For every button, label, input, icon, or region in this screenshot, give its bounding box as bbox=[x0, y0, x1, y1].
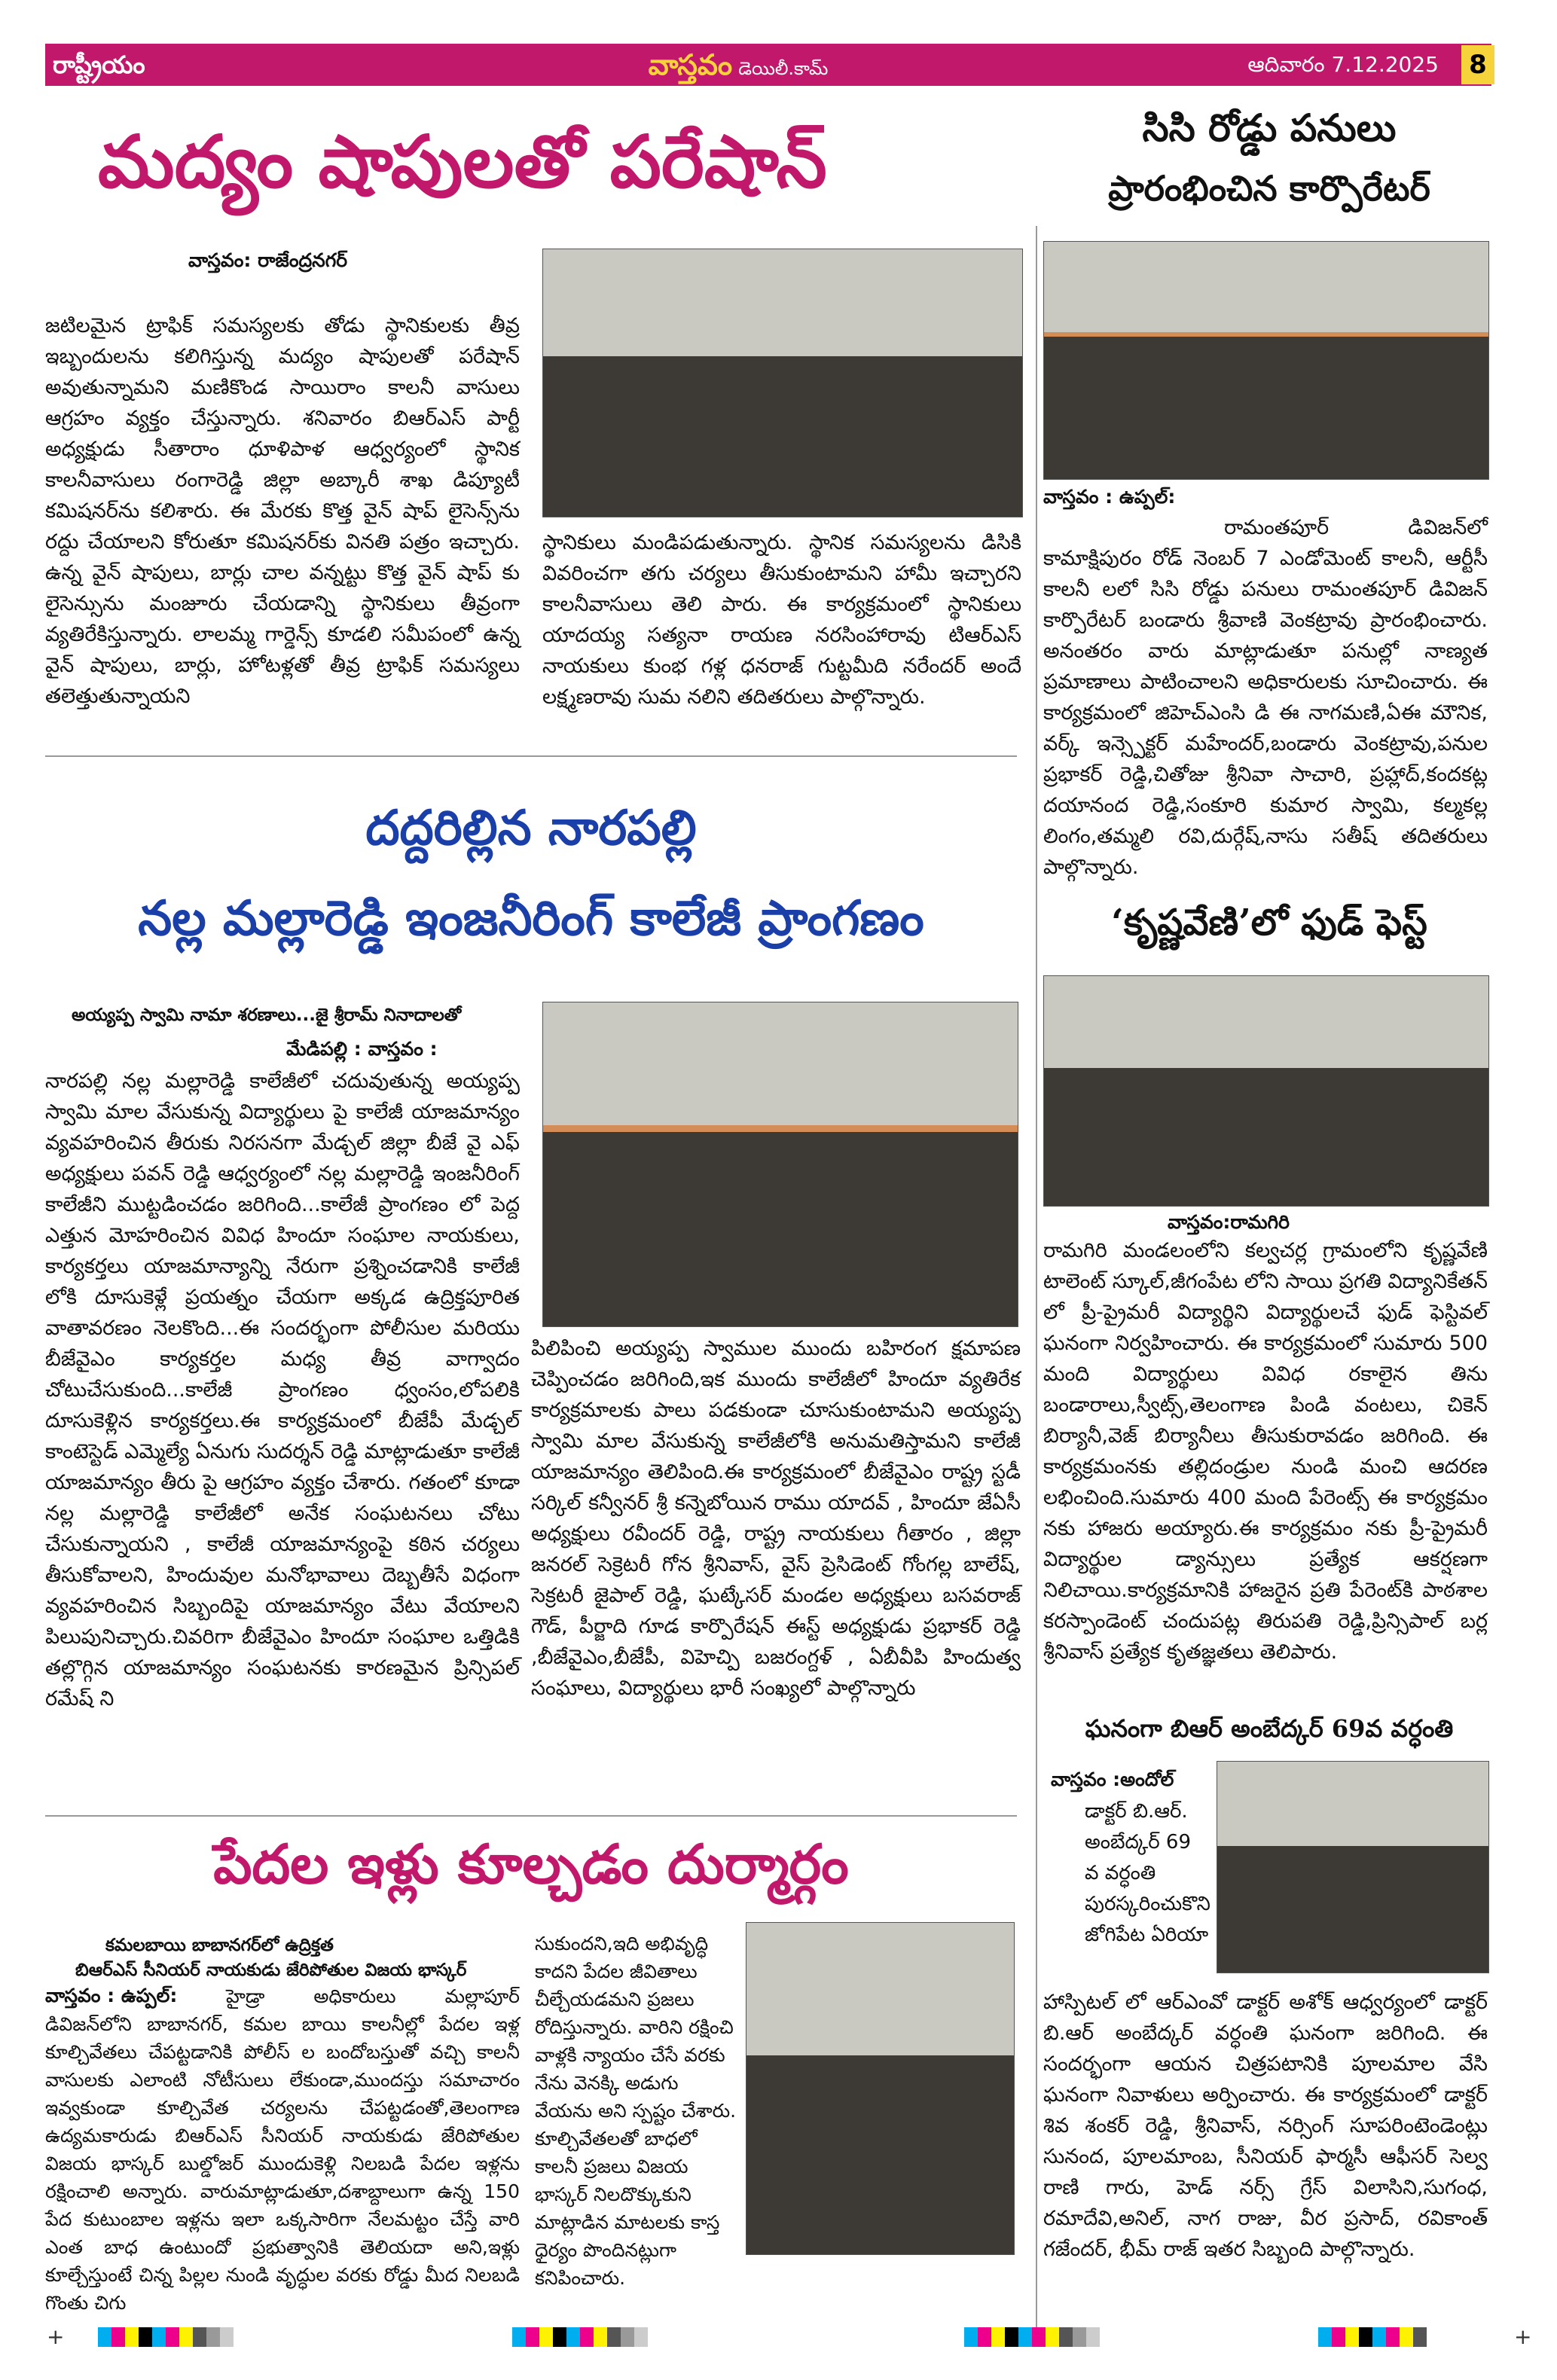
story3-col1: నారపల్లి నల్ల మల్లారెడ్డి కాలేజీలో చదువుతున్న అయ్యప్ప స్వామి మాల వేసుకున్న విద్యార్థులు పై కాలేజీ యాజమాన్యం వ్యవహరించిన తీరుకు నిరసనగా మేడ్చల్ జిల్లా బీజే వై ఎఫ్ అధ్యక్షులు పవన్ రెడ్డి ఆధ్వర్యంలో నల్ల మల్లారెడ్డి ఇంజనీరింగ్ కాలేజీని ముట్టడించడం జరిగింది...కాలేజీ ప్రాంగణం లో పెద్ద ఎత్తున మోహరించిన వివిధ హిందూ సంఘాల నాయకులు, కార్యకర్తలు యాజమాన్యాన్ని నేరుగా ప్రశ్నించడానికి కాలేజీ లోకి దూసుకెళ్లే ప్రయత్నం చేయగా అక్కడ ఉద్రిక్తపూరిత వాతావరణం నెలకొంది...ఈ సందర్భంగా పోలీసుల మరియు బీజేవైఎం కార్యకర్తల మధ్య తీవ్ర వాగ్వాదం చోటుచేసుకుంది...కాలేజీ ప్రాంగణం ధ్వంసం,లోపలికి దూసుకెళ్లిన కార్యకర్తలు.ఈ కార్యక్రమంలో బీజేపీ మేడ్చల్ కాంటెస్టెడ్ ఎమ్మెల్యే ఏనుగు సుదర్శన్ రెడ్డి మాట్లాడుతూ కాలేజీ యాజమాన్యం తీరు పై ఆగ్రహం వ్యక్తం చేశారు. గతంలో కూడా నల్ల మల్లారెడ్డి కాలేజీలో అనేక సంఘటనలు చోటు చేసుకున్నాయని , కాలేజీ యాజమాన్యంపై కఠిన చర్యలు తీసుకోవాలని, హిందువుల మనోభావాలు దెబ్బతీసే విధంగా వ్యవహరించిన సిబ్బందిపై యాజమాన్యం వేటు వేయాలని పిలుపునిచ్చారు.చివరిగా బీజేవైఎం హిందూ సంఘాల ఒత్తిడికి తల్లొగ్గిన యాజమాన్యం సంఘటనకు కారణమైన ప్రిన్సిపల్ రమేష్ ని bbox=[45, 1069, 520, 1710]
divider bbox=[45, 1815, 1017, 1817]
issue-date: ఆదివారం 7.12.2025 bbox=[1247, 52, 1439, 77]
story4-photo bbox=[1043, 975, 1489, 1207]
story3-byline: మేడిపల్లి : వాస్తవం : bbox=[286, 1038, 438, 1060]
story6-col2: సుకుందని,ఇది అభివృద్ధి కాదని పేదల జీవితాలు చీల్చేయడమని ప్రజలు రోదిస్తున్నారు. వారిని రక్షించి వాళ్లకి న్యాయం చేసే వరకు నేను వెనక్కి అడుగు వేయను అని స్పష్టం చేశారు. కూల్చివేతలతో బాధలో కాలనీ ప్రజలు విజయ భాస్కర్ నిలదొక్కుకుని మాట్లాడిన మాటలకు కాస్త ధైర్యం పొందినట్లుగా కనిపించారు. bbox=[535, 1933, 737, 2289]
story2-byline: వాస్తవం : ఉప్పల్: bbox=[1043, 486, 1176, 508]
story6-headline: పేదల ఇళ్లు కూల్చడం దుర్మార్గం bbox=[213, 1832, 849, 1896]
story5-headline: ఘనంగా బిఆర్ అంబేద్కర్ 69వ వర్ధంతి bbox=[1085, 1714, 1454, 1743]
story6-kicker-1: కమలబాయి బాబానగర్‌లో ఉద్రిక్తత bbox=[105, 1936, 334, 1955]
color-registration-bar bbox=[512, 2327, 648, 2347]
story2-body: రామంతపూర్ డివిజన్‌లో కామాక్షిపురం రోడ్ నెంబర్ 7 ఎండోమెంట్ కాలనీ, ఆర్టీసీ కాలనీ లలో సిసి రోడ్డు పనులు రామంతపూర్ డివిజన్ కార్పొరేటర్ బండారు శ్రీవాణి వెంకట్రావు ప్రారంభించారు. అనంతరం వారు మాట్లాడుతూ పనుల్లో నాణ్యత ప్రమాణాలు పాటించాలని అధికారులకు సూచించారు. ఈ కార్యక్రమంలో జిహెచ్ఎంసి డి ఈ నాగమణి,ఏఈ మౌనిక, వర్క్ ఇన్స్పెక్టర్ మహేందర్,బండారు వెంకట్రావు,పనుల ప్రభాకర్ రెడ్డి,చితోజు శ్రీనివా సాచారి, ప్రహ్లాద్,కందకట్ల దయానంద రెడ్డి,సంకూరి కుమార స్వామి, కల్మకల్ల లింగం,తమ్మలి రవి,దుర్గేష్,నాసు సతీష్ తదితరులు పాల్గొన్నారు. bbox=[1043, 516, 1488, 879]
color-registration-bar bbox=[964, 2327, 1100, 2347]
brand-sub: డెయిలీ.కామ్ bbox=[738, 58, 829, 79]
story3-headline-1: దద్దరిల్లిన నారపల్లి bbox=[365, 800, 697, 856]
story6-kicker-2: బిఆర్ఎస్ సీనియర్ నాయకుడు జేరిపోతుల విజయ భాస్కర్ bbox=[75, 1960, 467, 1980]
story1-photo bbox=[542, 249, 1023, 517]
story5-body: హాస్పిటల్ లో ఆర్ఎంవో డాక్టర్ అశోక్ ఆధ్వర్యంలో డాక్టర్ బి.ఆర్ అంబేద్కర్ వర్ధంతి ఘనంగా జరిగింది. ఈ సందర్భంగా ఆయన చిత్రపటానికి పూలమాల వేసి ఘనంగా నివాళులు అర్పించారు. ఈ కార్యక్రమంలో డాక్టర్ శివ శంకర్ రెడ్డి, శ్రీనివాస్, నర్సింగ్ సూపరింటెండెంట్లు సునంద, పూలమాంబ, సీనియర్ ఫార్మసీ ఆఫీసర్ సెల్వ రాణి గారు, హెడ్ నర్స్ గ్రేస్ విలాసిని,సుగంధ, రమాదేవి,అనిల్, నాగ రాజు, వీర ప్రసాద్, రవికాంత్ గజేందర్, భీమ్ రాజ్ ఇతర సిబ్బంది పాల్గొన్నారు. bbox=[1043, 1991, 1488, 2261]
story1-headline: మద్యం షాపులతో పరేషాన్ bbox=[98, 119, 827, 204]
brand-logo bbox=[580, 45, 896, 84]
story4-body: రామగిరి మండలంలోని కల్వచర్ల గ్రామంలోని కృష్ణవేణి టాలెంట్ స్కూల్,జీగంపేట లోని సాయి ప్రగతి విద్యానికేతన్ లో ప్రీ-ప్రైమరీ విద్యార్థిని విద్యార్థులచే ఫుడ్ ఫెస్టివల్ ఘనంగా నిర్వహించారు. ఈ కార్యక్రమంలో సుమారు 500 మంది విద్యార్థులు వివిధ రకాలైన తిను బండారాలు,స్వీట్స్,తెలంగాణ పిండి వంటలు, చికెన్ బిర్యానీ,వెజ్ బిర్యానీలు తీసుకురావడం జరిగింది. ఈ కార్యక్రమంనకు తల్లిదండ్రుల నుండి మంచి ఆదరణ లభించింది.సుమారు 400 మంది పేరెంట్స్ ఈ కార్యక్రమం నకు హాజరు అయ్యారు.ఈ కార్యక్రమం నకు ప్రీ-ప్రైమరీ విద్యార్థుల డ్యాన్సులు ప్రత్యేక ఆకర్షణగా నిలిచాయి.కార్యక్రమానికి హాజరైన ప్రతి పేరెంట్‌కి పాఠశాల కరస్పాండెంట్ చందుపట్ల తిరుపతి రెడ్డి,ప్రిన్సిపాల్ బర్ల శ్రీనివాస్ ప్రత్యేక కృతజ్ఞతలు తెలిపారు. bbox=[1043, 1239, 1488, 1664]
story6-col1: హైడ్రా అధికారులు మల్లాపూర్ డివిజన్‌లోని బాబానగర్, కమల బాయి కాలనీల్లో పేదల ఇళ్ల కూల్చివేతలు చేపట్టడానికి పోలీస్ ల బందోబస్తుతో వచ్చి కాలనీ వాసులకు ఎలాంటి నోటీసులు లేకుండా,ముందస్తు సమాచారం ఇవ్వకుండా కూల్చివేత చర్యలను చేపట్టడంతో,తెలంగాణ ఉద్యమకారుడు బిఆర్ఎస్ సీనియర్ నాయకుడు జేరిపోతుల విజయ భాస్కర్ బుల్డోజర్ ముందుకెళ్లి నిలబడి పేదల ఇళ్లను రక్షించాలి అన్నారు. వారుమాట్లాడుతూ,దశాబ్దాలుగా ఉన్న 150 పేద కుటుంబాల ఇళ్లను ఇలా ఒక్కసారిగా నేలమట్టం చేస్తే వారి ఎంత బాధ ఉంటుందో ప్రభుత్వానికి తెలియదా అని,ఇళ్లు కూల్చేస్తుంటే చిన్న పిల్లల నుండి వృద్ధుల వరకు రోడ్డు మీద నిలబడి గొంతు చిగు bbox=[45, 1985, 520, 2314]
story3-headline-2: నల్ల మల్లారెడ్డి ఇంజనీరింగ్ కాలేజీ ప్రాంగణం bbox=[138, 890, 924, 947]
story1-col1: జటిలమైన ట్రాఫిక్ సమస్యలకు తోడు స్థానికులకు తీవ్ర ఇబ్బందులను కలిగిస్తున్న మద్యం షాపులతో పరేషాన్ అవుతున్నామని మణికొండ సాయిరాం కాలనీ వాసులు ఆగ్రహం వ్యక్తం చేస్తున్నారు. శనివారం బిఆర్ఎస్ పార్టీ అధ్యక్షుడు సీతారాం ధూళిపాళ ఆధ్వర్యంలో స్థానిక కాలనీవాసులు రంగారెడ్డి జిల్లా అబ్కారీ శాఖ డిప్యూటీ కమిషనర్‌ను కలిశారు. ఈ మేరకు కొత్త వైన్ షాప్ లైసెన్స్‌ను రద్దు చేయాలని కోరుతూ కమిషనర్‌కు వినతి పత్రం ఇచ్చారు. ఉన్న వైన్ షాపులు, బార్లు చాల వన్నట్టు కొత్త వైన్ షాప్ కు లైసెన్సును మంజూరు చేయడాన్ని స్థానికులు తీవ్రంగా వ్యతిరేకిస్తున్నారు. లాలమ్మ గార్డెన్స్ కూడలి సమీపంలో ఉన్న వైన్ షాపులు, బార్లు, హోటళ్లతో తీవ్ర ట్రాఫిక్ సమస్యలు తలెత్తుతున్నాయని bbox=[45, 314, 520, 708]
story1-col2: స్థానికులు మండిపడుతున్నారు. స్థానిక సమస్యలను డిసికి వివరించగా తగు చర్యలు తీసుకుంటామని హామీ ఇచ్చారని కాలనీవాసులు తెలి పారు. ఈ కార్యక్రమంలో స్థానికులు యాదయ్య సత్యనా రాయణ నరసింహారావు టిఆర్ఎస్ నాయకులు కుంభ గళ్ల ధనరాజ్ గుట్టమీది నరేందర్ అందే లక్ష్మణరావు సుమ నలిని తదితరులు పాల్గొన్నారు. bbox=[542, 531, 1021, 709]
story2-headline-2: ప్రారంభించిన కార్పొరేటర్ bbox=[1108, 168, 1430, 209]
color-registration-bar bbox=[98, 2327, 234, 2347]
story2-photo bbox=[1043, 241, 1489, 480]
story5-byline: వాస్తవం :అందోల్ bbox=[1051, 1768, 1174, 1790]
page-number: 8 bbox=[1461, 45, 1494, 84]
registration-mark-icon: + bbox=[1514, 2324, 1532, 2349]
registration-mark-icon: + bbox=[47, 2324, 65, 2349]
story3-kicker: అయ్యప్ప స్వామి నామా శరణాలు...జై శ్రీరామ్ నినాదాలతో bbox=[72, 1005, 462, 1025]
brand-name: వాస్తవం bbox=[648, 48, 733, 81]
story6-photo bbox=[746, 1922, 1015, 2255]
divider bbox=[45, 755, 1017, 757]
color-registration-bar bbox=[1318, 2327, 1427, 2347]
story4-byline: వాస్తవం:రామగిరి bbox=[1168, 1211, 1290, 1233]
story3-photo bbox=[542, 1002, 1018, 1327]
section-label: రాష్ట్రీయం bbox=[53, 50, 145, 79]
story3-col2: పిలిపించి అయ్యప్ప స్వాముల ముందు బహిరంగ క్షమాపణ చెప్పించడం జరిగింది,ఇక ముందు కాలేజీలో హిందూ వ్యతిరేక కార్యక్రమాలకు పాలు పడకుండా చూసుకుంటామని అయ్యప్ప స్వామి మాల వేసుకున్న కాలేజీలోకి అనుమతిస్తామని కాలేజీ యాజమాన్యం తెలిపింది.ఈ కార్యక్రమంలో బీజేవైఎం రాష్ట్ర స్టడీ సర్కిల్ కన్వీనర్ శ్రీ కన్నెబోయిన రాము యాదవ్ , హిందూ జేఏసీ అధ్యక్షులు రవీందర్ రెడ్డి, రాష్ట్ర నాయకులు గీతారం , జిల్లా జనరల్ సెక్రెటరీ గోన శ్రీనివాస్, వైస్ ప్రెసిడెంట్ గోంగల్ల బాలేష్, సెక్రటరీ జైపాల్ రెడ్డి, ఘట్కేసర్ మండల అధ్యక్షులు బసవరాజ్ గౌడ్, పీర్జాది గూడ కార్పొరేషన్ ఈస్ట్ అధ్యక్షుడు ప్రభాకర్ రెడ్డి ,బీజేవైఎం,బీజేపీ, విహెచ్పి బజరంగ్దళ్ , ఏబీవీపి హిందుత్వ సంఘాలు, విద్యార్థులు భారీ సంఖ్యలో పాల్గొన్నారు bbox=[531, 1337, 1021, 1700]
divider bbox=[1036, 226, 1037, 2327]
story5-lead: డాక్టర్ బి.ఆర్. అంబేద్కర్ 69 వ వర్ధంతి పురస్కరించుకొని జోగిపేట ఏరియా bbox=[1085, 1800, 1210, 1946]
story2-headline-1: సిసి రోడ్డు పనులు bbox=[1142, 105, 1397, 150]
story6-byline: వాస్తవం : ఉప్పల్: bbox=[45, 1985, 178, 2006]
story1-byline: వాస్తవం: రాజేంద్రనగర్ bbox=[188, 249, 348, 271]
story4-headline: ‘కృష్ణవేణి’లో ఫుడ్ ఫెస్ట్ bbox=[1111, 902, 1427, 944]
story5-photo bbox=[1217, 1761, 1489, 1973]
